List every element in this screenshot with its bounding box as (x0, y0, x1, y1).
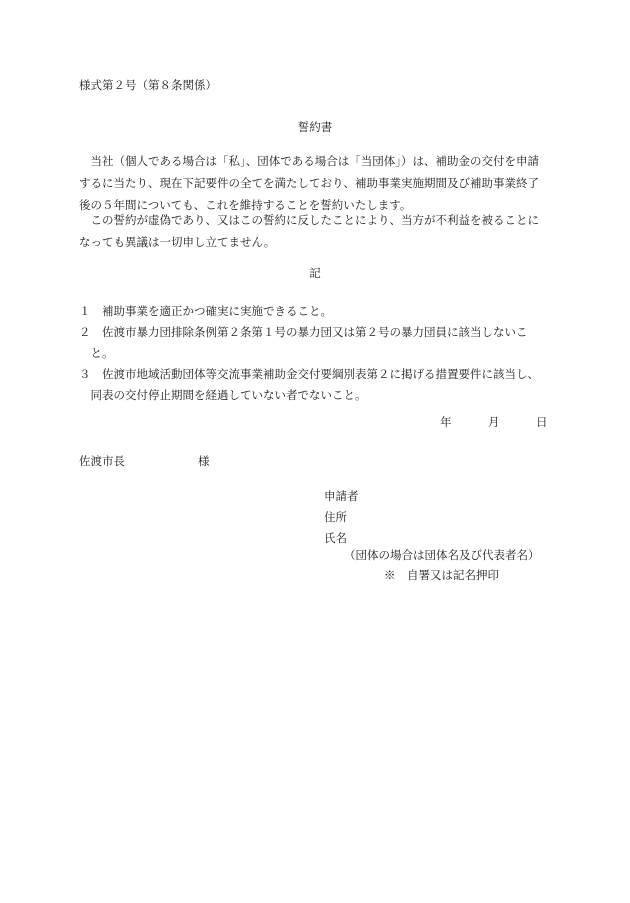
list-item: １ 補助事業を適正かつ確実に実施できること。 (79, 304, 332, 318)
applicant-heading: 申請者 (324, 489, 359, 503)
name-label: 氏名 (324, 531, 347, 545)
addressee-honorific: 様 (198, 454, 210, 468)
form-number: 様式第２号（第８条関係） (79, 78, 217, 92)
signature-note: ※ 自署又は記名押印 (384, 568, 499, 582)
list-item-continuation: 同表の交付停止期間を経過していない者でないこと。 (79, 388, 367, 402)
list-item-continuation: と。 (79, 346, 114, 360)
paragraph-line: なっても異議は一切申し立てません。 (79, 235, 276, 249)
group-note: （団体の場合は団体名及び代表者名） (344, 548, 540, 562)
list-item: ３ 佐渡市地域活動団体等交流事業補助金交付要綱別表第２に掲げる措置要件に該当し、 (79, 367, 539, 381)
paragraph-line: するに当たり、現在下記要件の全てを満たしており、補助事業実施期間及び補助事業終了 (79, 176, 539, 190)
list-item: ２ 佐渡市暴力団排除条例第２条第１号の暴力団又は第２号の暴力団員に該当しないこ (79, 325, 528, 339)
ki-heading: 記 (309, 266, 321, 280)
requirements-list (79, 301, 551, 406)
paragraph-line: 当社（個人である場合は「私」、団体である場合は「当団体」）は、補助金の交付を申請 (79, 154, 539, 168)
date-month-label: 月 (488, 415, 500, 429)
paragraph-line: 後の５年間についても、これを維持することを誓約いたします。 (79, 198, 412, 212)
address-label: 住所 (324, 510, 347, 524)
date-day-label: 日 (536, 415, 548, 429)
document-title: 誓約書 (297, 120, 333, 134)
pledge-paragraph-2 (79, 209, 551, 253)
pledge-paragraph-1 (79, 150, 551, 216)
paragraph-line: この誓約が虚偽であり、又はこの誓約に反したことにより、当方が不利益を被ることに (79, 213, 539, 227)
addressee-name: 佐渡市長 (79, 454, 125, 468)
date-year-label: 年 (440, 415, 452, 429)
